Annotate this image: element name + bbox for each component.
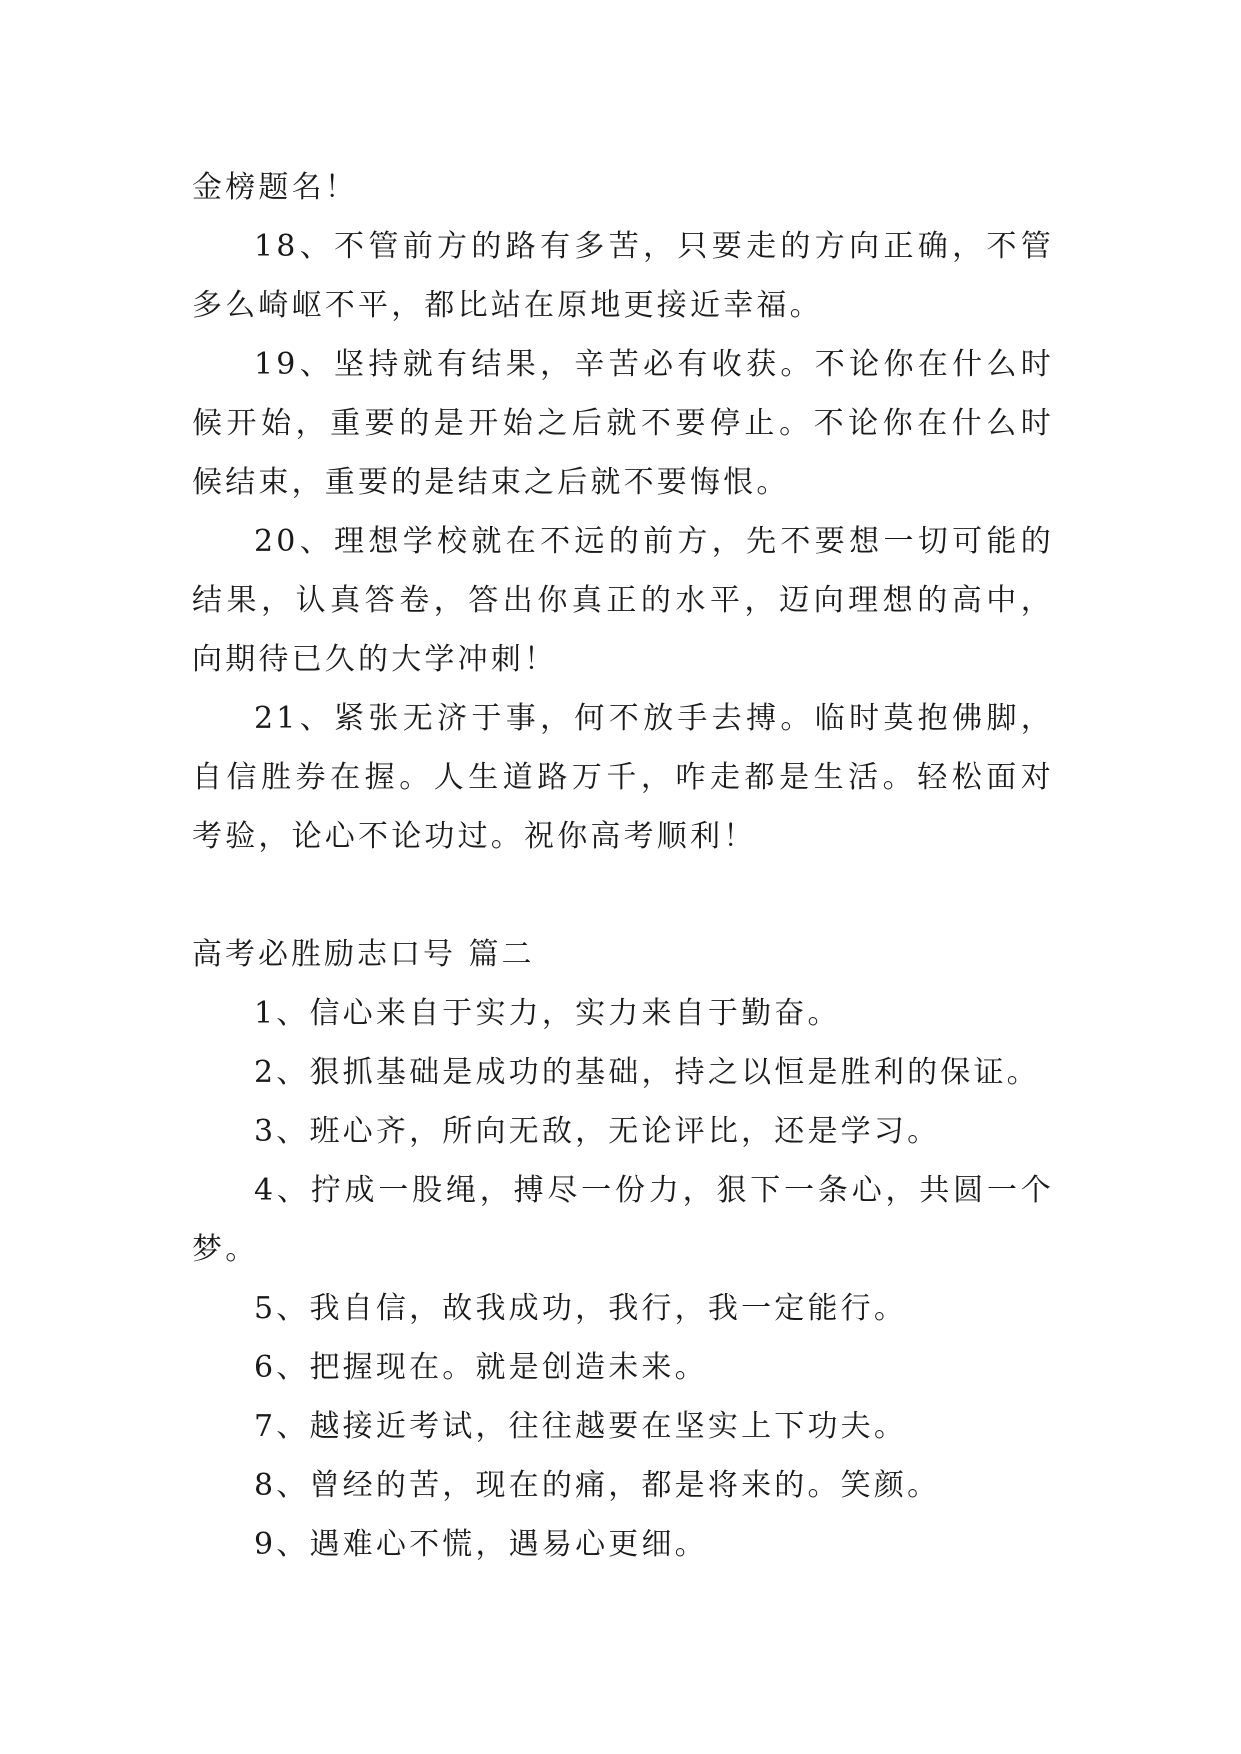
document-body bbox=[192, 158, 1054, 1574]
slogan-item-6: 6、把握现在。就是创造未来。 bbox=[254, 1350, 708, 1385]
slogan-item-20: 20、理想学校就在不远的前方，先不要想一切可能的结果，认真答卷，答出你真正的水平，迈向理想的高中，向期待已久的大学冲刺！ bbox=[192, 524, 1054, 677]
slogan-item-4: 4、拧成一股绳，搏尽一份力，狠下一条心，共圆一个梦。 bbox=[192, 1173, 1054, 1267]
slogan-item-19: 19、坚持就有结果，辛苦必有收获。不论你在什么时候开始，重要的是开始之后就不要停止。不论你在什么时候结束，重要的是结束之后就不要悔恨。 bbox=[192, 347, 1054, 500]
section-heading: 高考必胜励志口号 篇二 bbox=[192, 937, 535, 972]
slogan-item-21: 21、紧张无济于事，何不放手去搏。临时莫抱佛脚，自信胜券在握。人生道路万千，咋走都是生活。轻松面对考验，论心不论功过。祝你高考顺利！ bbox=[192, 701, 1054, 854]
slogan-item-3: 3、班心齐，所向无敌，无论评比，还是学习。 bbox=[254, 1114, 941, 1149]
slogan-item-7: 7、越接近考试，往往越要在坚实上下功夫。 bbox=[254, 1409, 908, 1444]
continuation-line: 金榜题名！ bbox=[192, 170, 358, 205]
slogan-item-8: 8、曾经的苦，现在的痛，都是将来的。笑颜。 bbox=[254, 1468, 941, 1503]
slogan-item-5: 5、我自信，故我成功，我行，我一定能行。 bbox=[254, 1291, 908, 1326]
slogan-item-9: 9、遇难心不慌，遇易心更细。 bbox=[254, 1527, 708, 1562]
slogan-item-1: 1、信心来自于实力，实力来自于勤奋。 bbox=[254, 996, 841, 1031]
slogan-item-2: 2、狠抓基础是成功的基础，持之以恒是胜利的保证。 bbox=[254, 1055, 1040, 1090]
slogan-item-18: 18、不管前方的路有多苦，只要走的方向正确，不管多么崎岖不平，都比站在原地更接近幸福。 bbox=[192, 229, 1054, 323]
